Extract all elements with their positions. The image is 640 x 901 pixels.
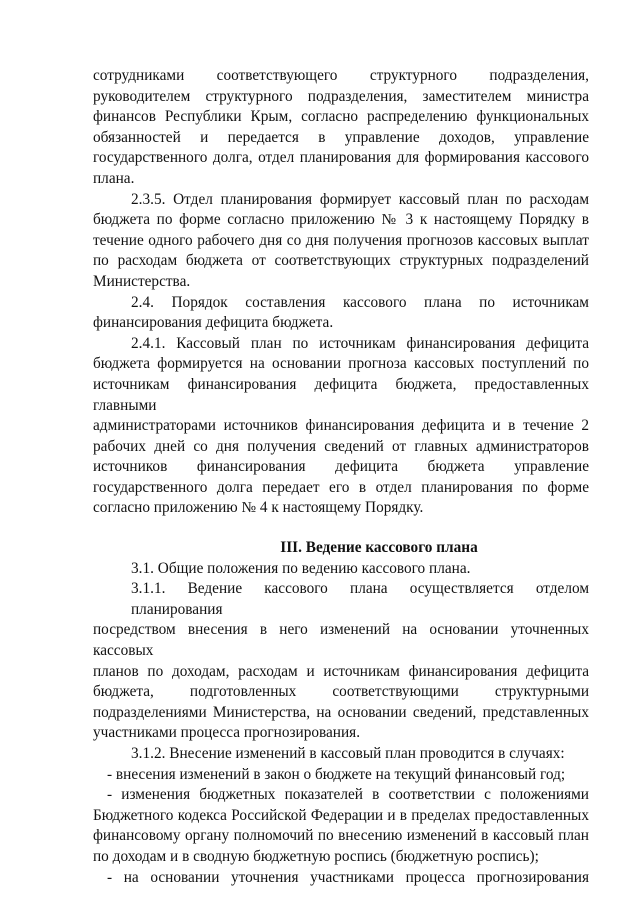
text-line: 3.1.1. Ведение кассового плана осуществляется отделом планирования [131, 580, 589, 618]
text-line: финансов Республики Крым, согласно распределению функциональных [93, 108, 589, 126]
document-page [93, 66, 589, 888]
text-line: - на основании уточнения участниками процесса прогнозирования [107, 868, 589, 886]
text-line: 2.4. Порядок составления кассового плана по источникам [131, 293, 589, 311]
text-line: - внесения изменений в закон о бюджете на текущий финансовый год; [107, 765, 566, 783]
text-line: по доходам и в сводную бюджетную роспись (бюджетную роспись); [93, 847, 539, 865]
text-line: источникам финансирования дефицита бюджета, предоставленных главными [93, 375, 589, 414]
text-line: бюджета формируется на основании прогноза кассовых поступлений по [93, 355, 589, 373]
list-item [93, 785, 589, 867]
text-line: посредством внесения в него изменений на основании уточненных кассовых [93, 621, 589, 660]
text-line: 2.4.1. Кассовый план по источникам финансирования дефицита [131, 334, 589, 352]
text-line: администраторами источников финансирования дефицита и в течение 2 [93, 417, 589, 435]
text-line: течение одного рабочего дня со дня получения прогнозов кассовых выплат [93, 231, 589, 249]
text-line: государственного долга, отдел планирования для формирования кассового [93, 149, 589, 167]
text-line: Министерства. [93, 272, 191, 290]
text-line: сотрудниками соответствующего структурного подразделения, [93, 67, 589, 84]
text-line: бюджета, подготовленных соответствующими структурными [93, 683, 589, 701]
paragraph-2-4-1 [93, 334, 589, 519]
list-item [93, 868, 589, 889]
text-line: 2.3.5. Отдел планирования формирует кассовый план по расходам [131, 190, 589, 208]
text-line: руководителем структурного подразделения, заместителем министра [93, 87, 589, 105]
text-line: финансирования дефицита бюджета. [93, 314, 334, 332]
text-line: бюджета по форме согласно приложению № 3 к настоящему Порядку в [93, 211, 589, 229]
list-item [93, 765, 589, 786]
text-line: 3.1. Общие положения по ведению кассового плана. [131, 559, 471, 577]
text-line: рабочих дней со дня получения сведений от главных администраторов [93, 437, 589, 455]
text-line: плана. [93, 169, 135, 187]
text-line: финансовому органу полномочий по внесению изменений в кассовый план [93, 827, 589, 845]
text-line: источников финансирования дефицита бюджета управление [93, 458, 589, 476]
text-line: участниками процесса прогнозирования. [93, 724, 361, 742]
paragraph-2-3-5 [93, 190, 589, 293]
text-line: планов по доходам, расходам и источникам финансирования дефицита [93, 662, 589, 680]
text-line: Бюджетного кодекса Российской Федерации и в пределах предоставленных [93, 806, 589, 824]
text-line: - изменения бюджетных показателей в соответствии с положениями [107, 786, 589, 804]
paragraph-responsibilities [93, 66, 589, 190]
text-line: подразделениями Министерства, на основании сведений, представленных [93, 703, 589, 721]
paragraph-3-1-2 [93, 744, 589, 765]
text-line: по расходам бюджета от соответствующих структурных подразделений [93, 252, 589, 270]
section-heading: III. Ведение кассового плана [280, 539, 478, 557]
paragraph-3-1-1 [93, 579, 589, 744]
text-line: государственного долга передает его в отдел планирования по форме [93, 478, 589, 496]
text-line: 3.1.2. Внесение изменений в кассовый план проводится в случаях: [131, 745, 565, 762]
paragraph-3-1 [93, 559, 589, 580]
paragraph-2-4 [93, 293, 589, 334]
text-line: обязанностей и передается в управление доходов, управление [93, 128, 589, 146]
text-line: согласно приложению № 4 к настоящему Порядку. [93, 499, 424, 517]
